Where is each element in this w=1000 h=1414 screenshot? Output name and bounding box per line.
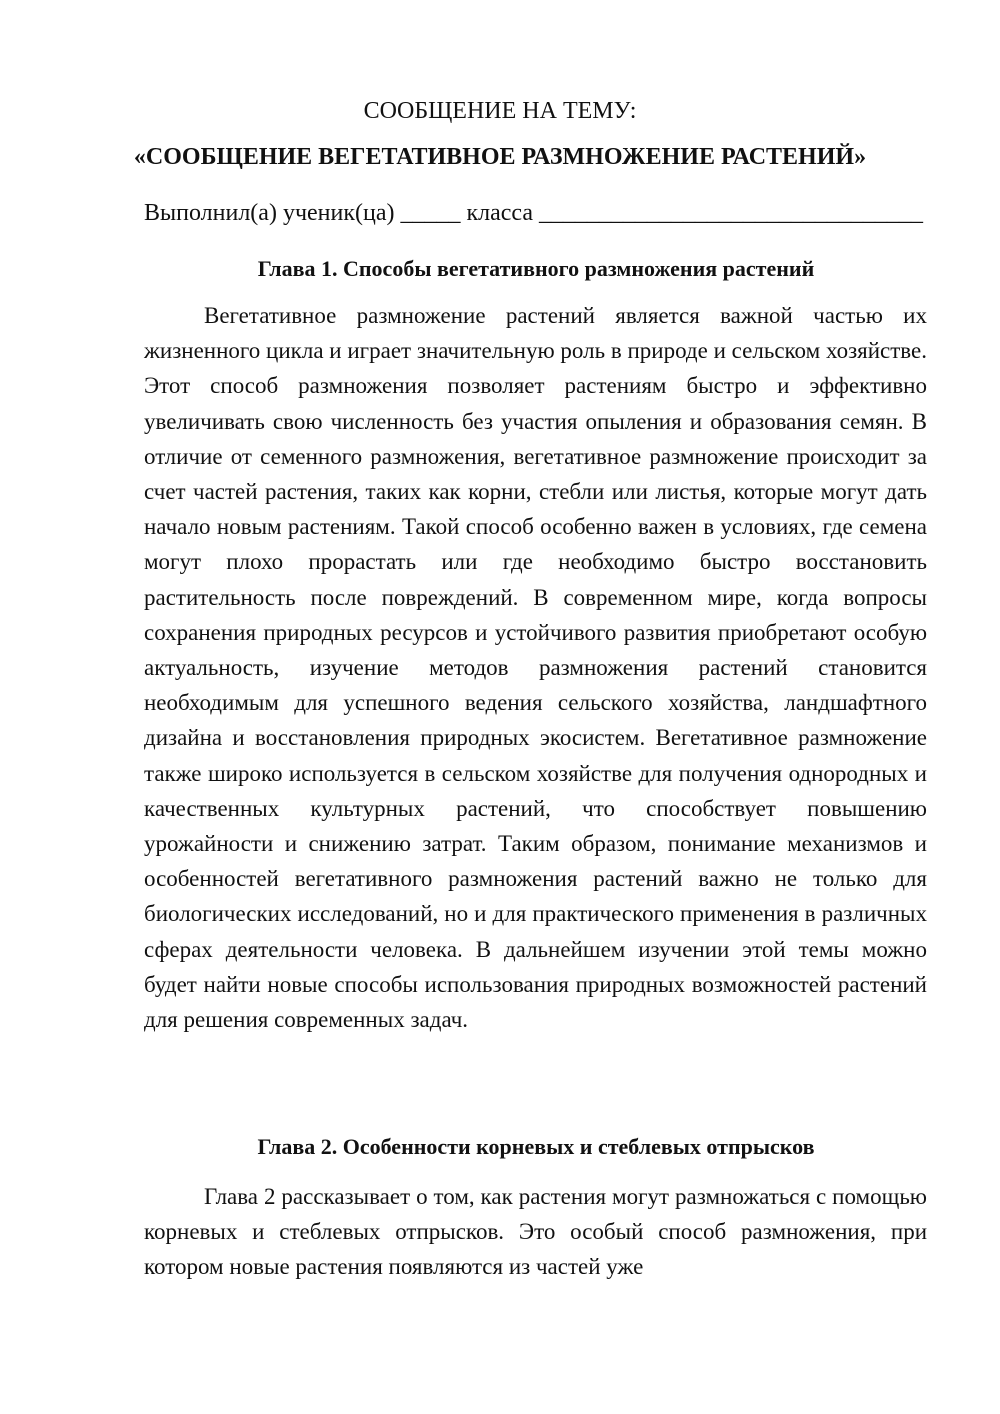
chapter-1-paragraph: Вегетативное размножение растений является важной частью их жизненного цикла и играет значительную роль в природе и сельском хозяйстве. Этот способ размножения позволяет растениям быстро и эффективно увеличивать свою численность без участия опыления и образования семян. В отличие от семенного размножения, вегетативное размножение происходит за счет частей растения, таких как корни, стебли или листья, которые могут дать начало новым растениям. Такой способ особенно важен в условиях, где семена могут плохо прорастать или где необходимо быстро восстановить растительность после повреждений. В современном мире, когда вопросы сохранения природных ресурсов и устойчивого развития приобретают особую актуальность, изучение методов размножения растений становится необходимым для успешного ведения сельского хозяйства, ландшафтного дизайна и восстановления природных экосистем. Вегетативное размножение также широко используется в сельском хозяйстве для получения однородных и качественных культурных растений, что способствует повышению урожайности и снижению затрат. Таким образом, понимание механизмов и особенностей вегетативного размножения растений важно не только для биологических исследований, но и для практического применения в различных сферах деятельности человека. В дальнейшем изучении этой темы можно будет найти новые способы использования природных возможностей растений для решения современных задач. — [144, 303, 927, 1033]
chapter-1-heading: Глава 1. Способы вегетативного размножения растений — [257, 256, 815, 281]
chapter-2-paragraph: Глава 2 рассказывает о том, как растения могут размножаться с помощью корневых и стеблевых отпрысков. Это особый способ размножения, при котором новые растения появляются из частей уже — [144, 1184, 927, 1280]
chapter-2-heading: Глава 2. Особенности корневых и стеблевых отпрысков — [257, 1134, 815, 1159]
author-line: Выполнил(а) ученик(ца) _____ класса ________________________________ — [144, 200, 924, 226]
document-title-line-2: «СООБЩЕНИЕ ВЕГЕТАТИВНОЕ РАЗМНОЖЕНИЕ РАСТЕНИЙ» — [133, 144, 867, 170]
document-title-line-1: СООБЩЕНИЕ НА ТЕМУ: — [363, 98, 637, 124]
